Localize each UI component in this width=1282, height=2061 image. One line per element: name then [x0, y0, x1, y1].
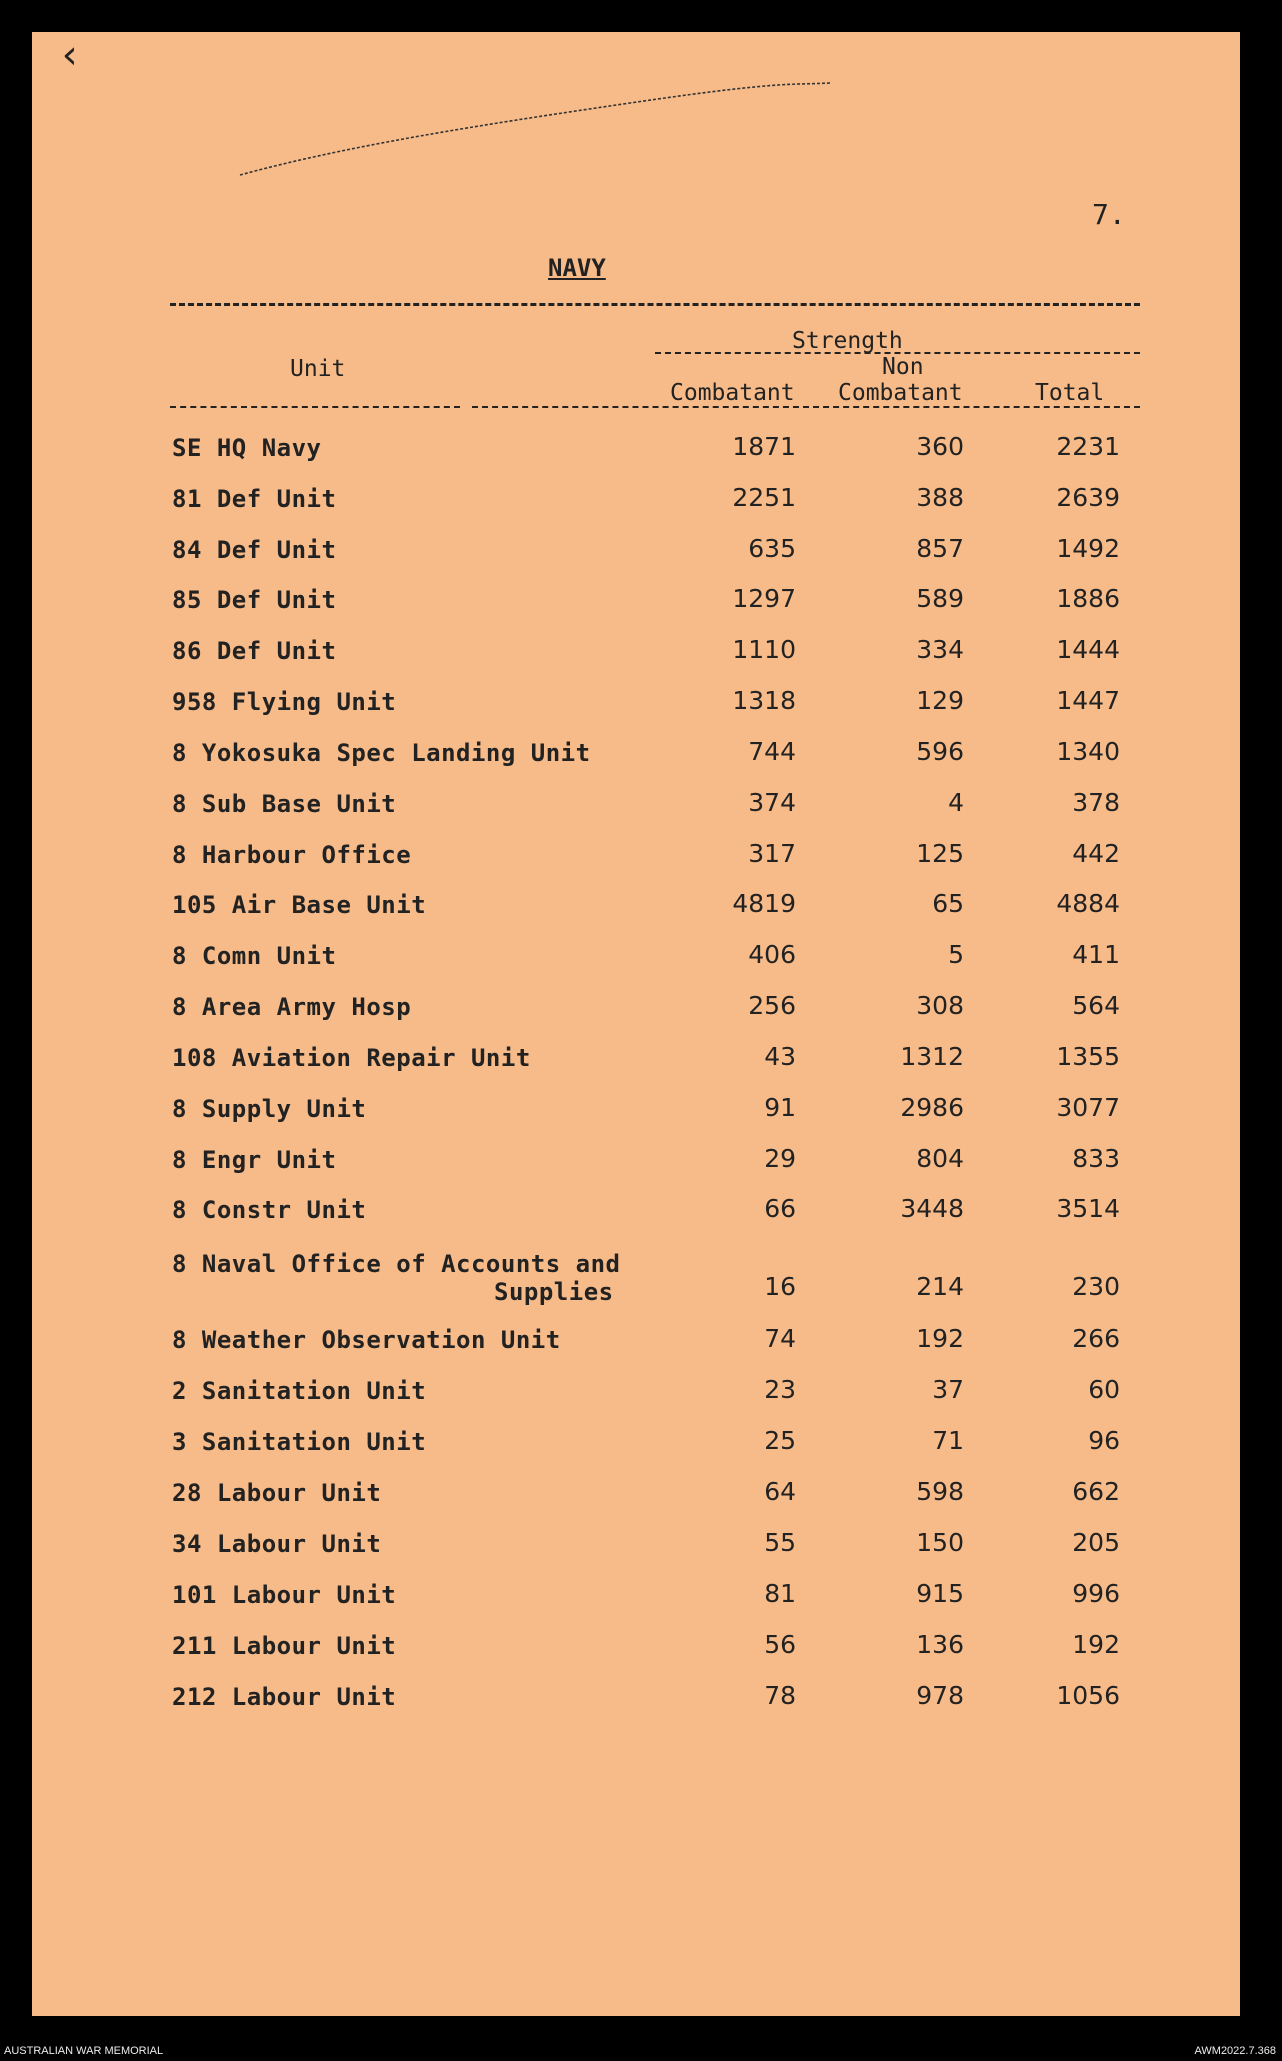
total-value: 60	[1088, 1375, 1120, 1404]
total-value: 230	[1072, 1272, 1120, 1301]
non-combatant-value: 388	[916, 483, 964, 512]
combatant-value: 1110	[732, 635, 796, 664]
unit-name: 8 Engr Unit	[172, 1146, 337, 1174]
table-row	[0, 485, 1282, 525]
non-combatant-value: 3448	[900, 1194, 964, 1223]
non-combatant-value: 136	[916, 1630, 964, 1659]
combatant-value: 374	[748, 788, 796, 817]
table-row	[0, 1146, 1282, 1186]
total-value: 4884	[1056, 889, 1120, 918]
total-value: 2231	[1056, 432, 1120, 461]
combatant-value: 55	[764, 1528, 796, 1557]
unit-name: 108 Aviation Repair Unit	[172, 1044, 531, 1072]
table-row	[0, 993, 1282, 1033]
unit-name: 8 Constr Unit	[172, 1196, 367, 1224]
combatant-value: 91	[764, 1093, 796, 1122]
unit-name: 3 Sanitation Unit	[172, 1428, 427, 1456]
unit-name: 212 Labour Unit	[172, 1683, 397, 1711]
combatant-value: 2251	[732, 483, 796, 512]
non-combatant-value: 5	[948, 940, 964, 969]
table-row	[0, 434, 1282, 474]
column-header-total: Total	[1035, 380, 1105, 406]
non-combatant-value: 589	[916, 584, 964, 613]
section-title: NAVY	[548, 254, 606, 282]
unit-name: 8 Weather Observation Unit	[172, 1326, 561, 1354]
total-value: 1444	[1056, 635, 1120, 664]
table-row	[0, 637, 1282, 677]
table-row	[0, 790, 1282, 830]
total-value: 378	[1072, 788, 1120, 817]
non-combatant-value: 129	[916, 686, 964, 715]
table-row	[0, 739, 1282, 779]
combatant-value: 744	[748, 737, 796, 766]
non-combatant-value: 857	[916, 534, 964, 563]
combatant-value: 78	[764, 1681, 796, 1710]
non-combatant-value: 4	[948, 788, 964, 817]
table-row	[0, 688, 1282, 728]
unit-name: 8 Sub Base Unit	[172, 790, 397, 818]
column-header-non: Non	[882, 354, 924, 380]
unit-name: SE HQ Navy	[172, 434, 322, 462]
column-header-strength: Strength	[792, 328, 903, 354]
unit-name: 211 Labour Unit	[172, 1632, 397, 1660]
combatant-value: 25	[764, 1426, 796, 1455]
total-value: 1340	[1056, 737, 1120, 766]
total-value: 192	[1072, 1630, 1120, 1659]
unit-name: 101 Labour Unit	[172, 1581, 397, 1609]
combatant-value: 29	[764, 1144, 796, 1173]
total-value: 996	[1072, 1579, 1120, 1608]
table-row	[0, 1479, 1282, 1519]
table-row	[0, 1632, 1282, 1672]
total-value: 564	[1072, 991, 1120, 1020]
non-combatant-value: 915	[916, 1579, 964, 1608]
unit-name: 8 Area Army Hosp	[172, 993, 412, 1021]
page-number: 7.	[1092, 198, 1126, 231]
corner-pencil-mark: ‹	[58, 32, 83, 78]
unit-name: 28 Labour Unit	[172, 1479, 382, 1507]
total-value: 266	[1072, 1324, 1120, 1353]
unit-name: 2 Sanitation Unit	[172, 1377, 427, 1405]
unit-name: 8 Supply Unit	[172, 1095, 367, 1123]
table-row	[0, 1428, 1282, 1468]
table-row	[0, 1530, 1282, 1570]
combatant-value: 1318	[732, 686, 796, 715]
total-value: 662	[1072, 1477, 1120, 1506]
table-row	[0, 1196, 1282, 1236]
combatant-value: 406	[748, 940, 796, 969]
non-combatant-value: 360	[916, 432, 964, 461]
unit-name: 86 Def Unit	[172, 637, 337, 665]
table-row	[0, 891, 1282, 931]
unit-name: 8 Yokosuka Spec Landing Unit	[172, 739, 591, 767]
total-value: 833	[1072, 1144, 1120, 1173]
column-header-combatant: Combatant	[670, 380, 795, 406]
total-value: 3077	[1056, 1093, 1120, 1122]
total-value: 411	[1072, 940, 1120, 969]
non-combatant-value: 37	[932, 1375, 964, 1404]
unit-name: 8 Harbour Office	[172, 841, 412, 869]
unit-name: 8 Comn Unit	[172, 942, 337, 970]
non-combatant-value: 2986	[900, 1093, 964, 1122]
total-value: 3514	[1056, 1194, 1120, 1223]
non-combatant-value: 214	[916, 1272, 964, 1301]
non-combatant-value: 804	[916, 1144, 964, 1173]
total-value: 2639	[1056, 483, 1120, 512]
table-row	[0, 586, 1282, 626]
table-row	[0, 841, 1282, 881]
table-row	[0, 1044, 1282, 1084]
total-value: 442	[1072, 839, 1120, 868]
combatant-value: 64	[764, 1477, 796, 1506]
non-combatant-value: 978	[916, 1681, 964, 1710]
footer-source: AUSTRALIAN WAR MEMORIAL	[4, 2045, 164, 2057]
column-header-non-combatant: Combatant	[838, 380, 963, 406]
non-combatant-value: 192	[916, 1324, 964, 1353]
footer-reference: AWM2022.7.368	[1194, 2045, 1276, 2057]
combatant-value: 23	[764, 1375, 796, 1404]
total-value: 1056	[1056, 1681, 1120, 1710]
unit-name: 105 Air Base Unit	[172, 891, 427, 919]
non-combatant-value: 334	[916, 635, 964, 664]
total-value: 1886	[1056, 584, 1120, 613]
combatant-value: 256	[748, 991, 796, 1020]
table-row	[0, 1581, 1282, 1621]
non-combatant-value: 598	[916, 1477, 964, 1506]
combatant-value: 66	[764, 1194, 796, 1223]
combatant-value: 1297	[732, 584, 796, 613]
unit-name: 81 Def Unit	[172, 485, 337, 513]
combatant-value: 1871	[732, 432, 796, 461]
table-row	[0, 942, 1282, 982]
non-combatant-value: 150	[916, 1528, 964, 1557]
combatant-value: 43	[764, 1042, 796, 1071]
non-combatant-value: 596	[916, 737, 964, 766]
unit-name: 958 Flying Unit	[172, 688, 397, 716]
non-combatant-value: 71	[932, 1426, 964, 1455]
total-value: 96	[1088, 1426, 1120, 1455]
table-row	[0, 1326, 1282, 1366]
non-combatant-value: 65	[932, 889, 964, 918]
table-row	[0, 1095, 1282, 1135]
combatant-value: 56	[764, 1630, 796, 1659]
total-value: 1447	[1056, 686, 1120, 715]
unit-name: 8 Naval Office of Accounts and	[172, 1250, 621, 1278]
table-row	[0, 1250, 1282, 1306]
combatant-value: 4819	[732, 889, 796, 918]
combatant-value: 74	[764, 1324, 796, 1353]
non-combatant-value: 125	[916, 839, 964, 868]
unit-name: 34 Labour Unit	[172, 1530, 382, 1558]
combatant-value: 635	[748, 534, 796, 563]
combatant-value: 16	[764, 1272, 796, 1301]
unit-name: 85 Def Unit	[172, 586, 337, 614]
unit-name: 84 Def Unit	[172, 536, 337, 564]
table-row	[0, 536, 1282, 576]
total-value: 205	[1072, 1528, 1120, 1557]
column-header-unit: Unit	[290, 356, 346, 382]
non-combatant-value: 308	[916, 991, 964, 1020]
table-row	[0, 1377, 1282, 1417]
combatant-value: 81	[764, 1579, 796, 1608]
total-value: 1355	[1056, 1042, 1120, 1071]
combatant-value: 317	[748, 839, 796, 868]
table-row	[0, 1683, 1282, 1723]
non-combatant-value: 1312	[900, 1042, 964, 1071]
unit-name-continued: Supplies	[494, 1278, 614, 1306]
total-value: 1492	[1056, 534, 1120, 563]
